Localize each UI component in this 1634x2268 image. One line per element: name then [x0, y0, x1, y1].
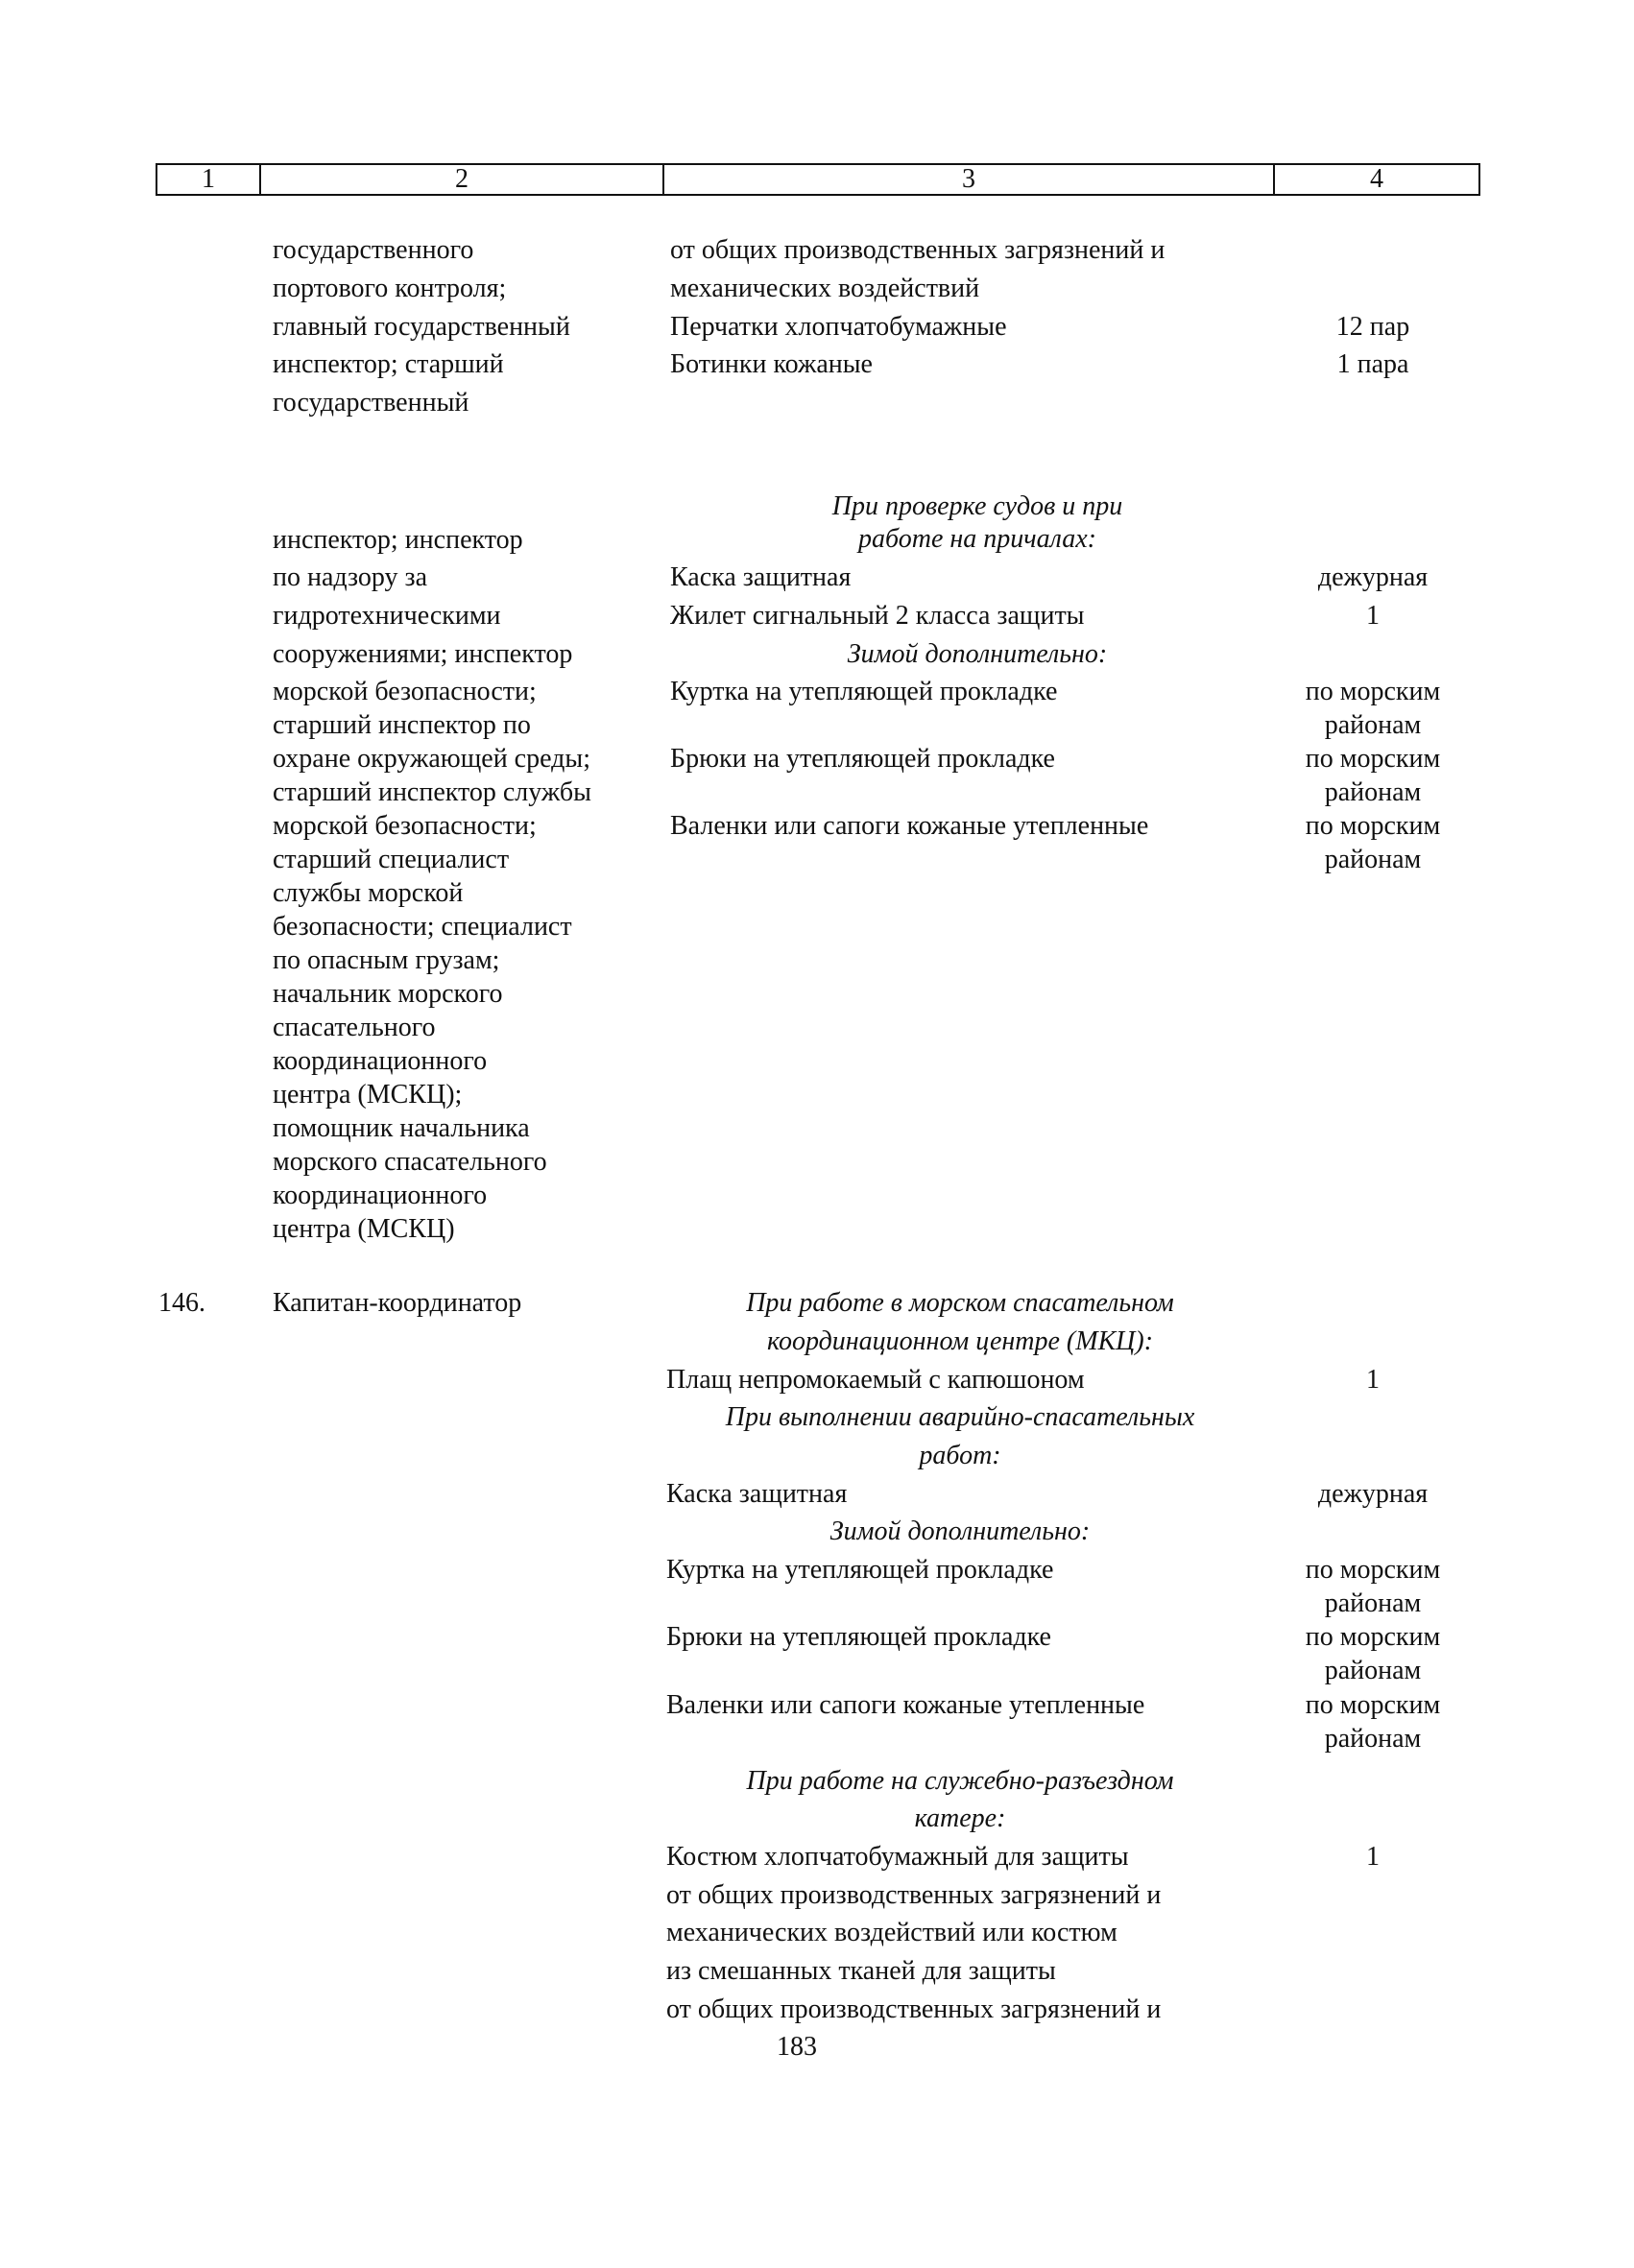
item-line: Ботинки кожаные	[670, 349, 873, 379]
item-line: механических воздействий или костюм	[666, 1918, 1117, 1947]
item-line: Каска защитная	[670, 562, 852, 592]
norm-value: районам	[1324, 777, 1422, 807]
section-heading: Зимой дополнительно:	[847, 639, 1108, 669]
position-line: по опасным грузам;	[273, 945, 500, 975]
section-heading: работе на причалах:	[858, 524, 1096, 554]
section-heading: При работе на служебно-разъездном	[746, 1766, 1174, 1796]
position-title: Капитан-координатор	[273, 1288, 522, 1318]
header-cell-1: 1	[157, 165, 261, 194]
position-line: государственный	[273, 388, 469, 418]
norm-value: 1	[1366, 1842, 1380, 1872]
norm-value: по морским	[1305, 677, 1441, 706]
row-number: 146.	[158, 1288, 205, 1318]
header-cell-3: 3	[664, 165, 1275, 194]
position-line: морского спасательного	[273, 1147, 547, 1177]
item-line: Куртка на утепляющей прокладке	[666, 1555, 1054, 1585]
section-heading: При проверке судов и при	[831, 491, 1123, 521]
position-line: морской безопасности;	[273, 677, 537, 706]
position-line: инспектор; инспектор	[273, 525, 523, 555]
item-line: от общих производственных загрязнений и	[666, 1994, 1162, 2024]
position-line: центра (МСКЦ);	[273, 1080, 463, 1110]
position-line: службы морской	[273, 878, 464, 908]
position-line: спасательного	[273, 1013, 436, 1042]
norm-value: 12 пар	[1335, 312, 1410, 342]
norm-value: районам	[1324, 845, 1422, 874]
position-line: по надзору за	[273, 562, 427, 592]
item-line: механических воздействий	[670, 274, 980, 303]
position-line: начальник морского	[273, 979, 503, 1009]
norm-value: районам	[1324, 1656, 1422, 1685]
position-line: координационного	[273, 1046, 488, 1076]
header-cell-4: 4	[1370, 164, 1383, 194]
position-line: старший инспектор службы	[273, 777, 591, 807]
item-line: Перчатки хлопчатобумажные	[670, 312, 1007, 342]
norm-value: по морским	[1305, 744, 1441, 774]
section-heading: Зимой дополнительно:	[829, 1516, 1091, 1546]
section-heading: координационном центре (МКЦ):	[766, 1326, 1154, 1356]
position-line: охране окружающей среды;	[273, 744, 590, 774]
norm-value: 1 пара	[1336, 349, 1409, 379]
position-line: безопасности; специалист	[273, 912, 572, 942]
norm-value: дежурная	[1317, 1479, 1429, 1509]
position-line: портового контроля;	[273, 274, 507, 303]
section-heading: работ:	[919, 1441, 1001, 1470]
norm-value: районам	[1324, 710, 1422, 740]
item-line: Жилет сигнальный 2 класса защиты	[670, 601, 1085, 631]
norm-value: по морским	[1305, 1555, 1441, 1585]
position-line: инспектор; старший	[273, 349, 504, 379]
norm-value: дежурная	[1317, 562, 1429, 592]
position-line: старший специалист	[273, 845, 510, 874]
item-line: Валенки или сапоги кожаные утепленные	[666, 1690, 1145, 1720]
item-line: из смешанных тканей для защиты	[666, 1956, 1056, 1986]
section-heading: катере:	[914, 1803, 1006, 1833]
item-line: от общих производственных загрязнений и	[670, 235, 1165, 265]
position-line: старший инспектор по	[273, 710, 531, 740]
section-heading: При выполнении аварийно-спасательных	[725, 1402, 1195, 1432]
norm-value: по морским	[1305, 1622, 1441, 1652]
item-line: Куртка на утепляющей прокладке	[670, 677, 1058, 706]
norm-value: по морским	[1305, 1690, 1441, 1720]
position-line: главный государственный	[273, 312, 570, 342]
position-line: морской безопасности;	[273, 811, 537, 841]
header-cell-2: 2	[261, 165, 664, 194]
norm-value: 1	[1366, 601, 1380, 631]
item-line: Костюм хлопчатобумажный для защиты	[666, 1842, 1129, 1872]
item-line: Брюки на утепляющей прокладке	[670, 744, 1055, 774]
item-line: Валенки или сапоги кожаные утепленные	[670, 811, 1149, 841]
norm-value: 1	[1366, 1365, 1380, 1395]
norm-value: районам	[1324, 1724, 1422, 1754]
position-line: центра (МСКЦ)	[273, 1214, 455, 1244]
norm-value: районам	[1324, 1588, 1422, 1618]
norm-value: по морским	[1305, 811, 1441, 841]
position-line: координационного	[273, 1181, 488, 1210]
page-number: 183	[777, 2032, 817, 2062]
section-heading: При работе в морском спасательном	[746, 1288, 1174, 1318]
item-line: Плащ непромокаемый с капюшоном	[666, 1365, 1085, 1395]
position-line: сооружениями; инспектор	[273, 639, 573, 669]
position-line: гидротехническими	[273, 601, 501, 631]
table-header-row	[156, 163, 1480, 196]
position-line: государственного	[273, 235, 474, 265]
position-line: помощник начальника	[273, 1113, 530, 1143]
item-line: Каска защитная	[666, 1479, 848, 1509]
item-line: от общих производственных загрязнений и	[666, 1880, 1162, 1910]
item-line: Брюки на утепляющей прокладке	[666, 1622, 1051, 1652]
